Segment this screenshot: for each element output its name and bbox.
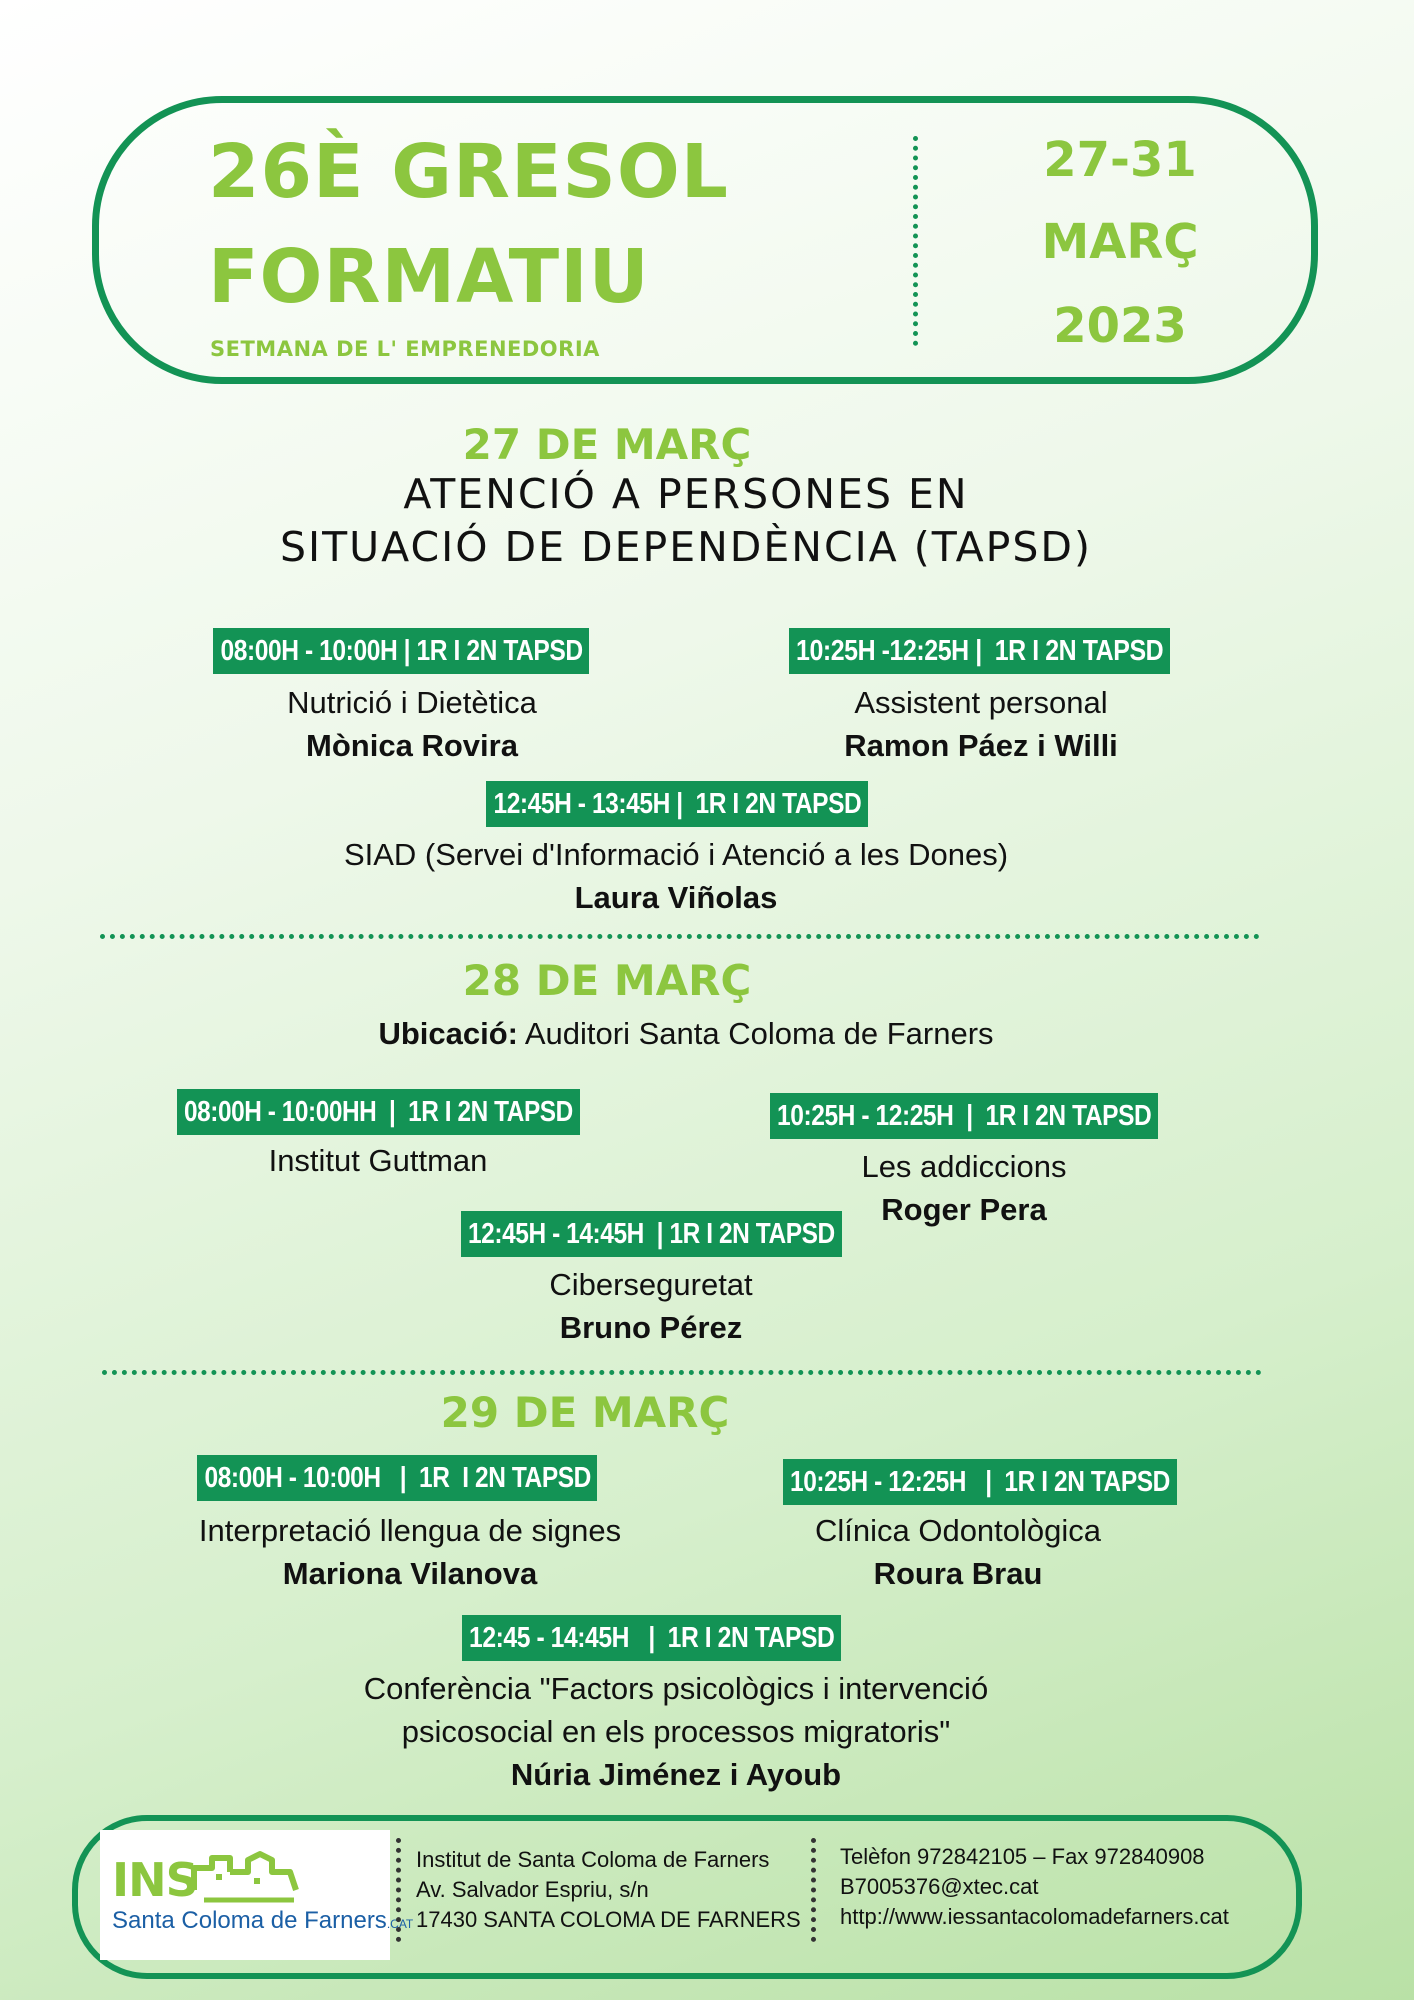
- session-topic: Clínica Odontològica: [814, 1513, 1102, 1548]
- session-card: [776, 682, 1186, 768]
- footer-divider: [811, 1838, 816, 1942]
- event-date-range: 27-31: [1043, 132, 1197, 188]
- location-value: Auditori Santa Coloma de Farners: [517, 1016, 994, 1051]
- time-badge: 12:45 - 14:45H | 1R I 2N TAPSD: [462, 1615, 841, 1661]
- address-line: Av. Salvador Espriu, s/n: [416, 1877, 649, 1902]
- logo-buildings-icon: [190, 1850, 300, 1906]
- contact-phone: Telèfon 972842105 – Fax 972840908: [840, 1844, 1205, 1869]
- time-badge: 10:25H -12:25H | 1R I 2N TAPSD: [789, 628, 1170, 674]
- session-topic: Interpretació llengua de signes: [198, 1513, 622, 1548]
- session-card: [276, 834, 1076, 920]
- session-topic: Institut Guttman: [268, 1143, 488, 1178]
- session-topic: Ciberseguretat: [549, 1267, 753, 1302]
- logo-name-text: Santa Coloma de Farners: [112, 1907, 387, 1934]
- section-title-line2: SITUACIÓ DE DEPENDÈNCIA (TAPSD): [280, 523, 1092, 572]
- session-topic: Conferència "Factors psicològics i intervenció: [363, 1671, 989, 1706]
- time-badge: 08:00H - 10:00H | 1R I 2N TAPSD: [213, 628, 589, 674]
- session-speaker: Roura Brau: [873, 1555, 1043, 1591]
- session-speaker: Bruno Pérez: [559, 1309, 743, 1345]
- time-badge: 12:45H - 13:45H | 1R I 2N TAPSD: [486, 781, 868, 827]
- session-speaker: Mariona Vilanova: [282, 1555, 538, 1591]
- footer-divider: [396, 1838, 401, 1942]
- session-topic: Les addiccions: [861, 1149, 1067, 1184]
- session-speaker: Roger Pera: [881, 1191, 1047, 1227]
- session-topic: Nutrició i Dietètica: [287, 685, 537, 720]
- session-card: [178, 1140, 578, 1183]
- location-line: [0, 1016, 1372, 1052]
- school-contact: [840, 1842, 1229, 1932]
- session-card: [160, 1510, 660, 1596]
- section-divider: [100, 934, 1260, 939]
- event-subtitle: SETMANA DE L' EMPRENEDORIA: [210, 337, 600, 361]
- session-topic: psicosocial en els processos migratoris": [401, 1713, 951, 1749]
- contact-email[interactable]: B7005376@xtec.cat: [840, 1874, 1039, 1899]
- time-badge: 12:45H - 14:45H | 1R I 2N TAPSD: [461, 1211, 842, 1257]
- day-heading-28: 28 DE MARÇ: [462, 956, 752, 1005]
- time-badge: 10:25H - 12:25H | 1R I 2N TAPSD: [770, 1093, 1158, 1139]
- session-card: [212, 682, 612, 768]
- header-divider: [913, 136, 918, 346]
- section-divider: [102, 1370, 1262, 1375]
- session-card: [758, 1510, 1158, 1596]
- event-title-line1: 26È GRESOL: [208, 129, 729, 215]
- logo-cat-text: .CAT: [386, 1917, 414, 1931]
- session-card: [451, 1264, 851, 1350]
- event-date-year: 2023: [1053, 298, 1187, 354]
- time-badge: 08:00H - 10:00H | 1R I 2N TAPSD: [197, 1455, 597, 1501]
- session-card: [276, 1668, 1076, 1796]
- event-date-month: MARÇ: [1041, 214, 1199, 270]
- session-topic: Assistent personal: [854, 685, 1108, 720]
- logo-ins-text: INS: [112, 1853, 198, 1907]
- day-heading-27: 27 DE MARÇ: [462, 420, 752, 469]
- contact-website[interactable]: http://www.iessantacolomadefarners.cat: [840, 1904, 1229, 1929]
- time-badge: 10:25H - 12:25H | 1R I 2N TAPSD: [783, 1459, 1177, 1505]
- session-speaker: Laura Viñolas: [574, 879, 778, 915]
- session-speaker: Núria Jiménez i Ayoub: [510, 1756, 842, 1792]
- time-badge: 08:00H - 10:00HH | 1R I 2N TAPSD: [177, 1089, 580, 1135]
- logo-name: [112, 1907, 413, 1935]
- event-title-line2: FORMATIU: [208, 234, 650, 320]
- session-speaker: Ramon Páez i Willi: [844, 727, 1118, 763]
- session-topic: SIAD (Servei d'Informació i Atenció a les Dones): [343, 837, 1009, 872]
- school-address: [416, 1845, 801, 1935]
- address-line: 17430 SANTA COLOMA DE FARNERS: [416, 1907, 801, 1932]
- section-title: [0, 468, 1372, 575]
- day-heading-29: 29 DE MARÇ: [440, 1388, 730, 1437]
- location-label: Ubicació:: [378, 1016, 518, 1051]
- session-speaker: Mònica Rovira: [306, 727, 518, 763]
- section-title-line1: ATENCIÓ A PERSONES EN: [403, 470, 969, 518]
- address-line: Institut de Santa Coloma de Farners: [416, 1847, 770, 1872]
